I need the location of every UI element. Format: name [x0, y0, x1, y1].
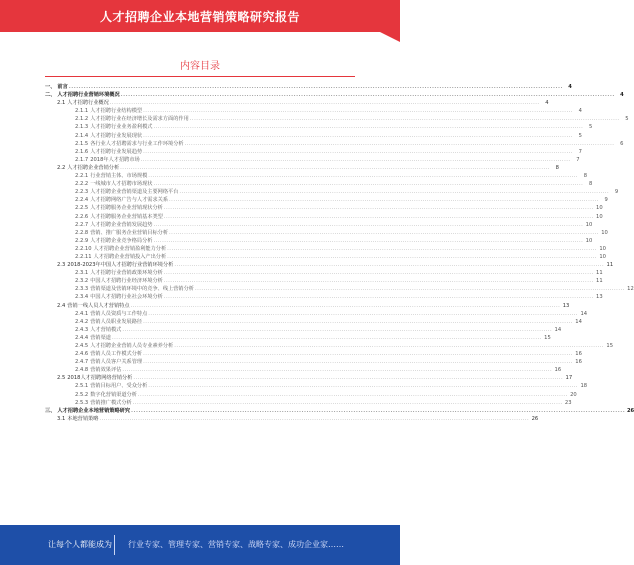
toc-entry-page: 8: [555, 164, 559, 171]
toc-entry-number: 2.2.5: [75, 205, 89, 212]
toc-entry[interactable]: [45, 115, 629, 123]
toc-entry-number: 2.3.2: [75, 278, 89, 285]
toc-leader-dots: ........................................................................................................................................................................................................: [174, 343, 605, 349]
toc-entry-title: 营销人员工作模式分析: [90, 351, 143, 358]
toc-entry-title: 人才招聘企业营销渠道及主要网络平台: [90, 189, 179, 196]
toc-entry[interactable]: [45, 196, 608, 204]
toc-entry-page: 10: [585, 237, 593, 244]
toc-entry[interactable]: [45, 164, 559, 172]
toc-entry-number: 2.4.5: [75, 343, 89, 349]
toc-entry-title: 人才招聘行业营销政策环境分析: [90, 270, 163, 277]
toc-entry[interactable]: [45, 221, 593, 229]
toc-entry[interactable]: [45, 188, 619, 196]
toc-entry-page: 10: [599, 245, 606, 252]
toc-entry[interactable]: [45, 83, 572, 91]
toc-entry-page: 16: [575, 351, 582, 358]
footer-divider: [114, 535, 115, 555]
toc-leader-dots: ........................................................................................................................................................................................................: [143, 132, 573, 139]
toc-entry-title: 人才招聘行业概况: [67, 100, 109, 107]
toc-entry-title: 数字化营销渠道分析: [90, 391, 137, 398]
toc-entry-page: 14: [575, 318, 582, 325]
toc-entry[interactable]: [45, 253, 606, 261]
toc-entry-number: 2.2.6: [75, 213, 89, 220]
toc-entry[interactable]: [45, 302, 570, 310]
toc-entry[interactable]: [45, 99, 549, 107]
toc-entry-title: 人才招聘行业在经济增长及需求方面的作用: [90, 116, 189, 123]
toc-entry-page: 6: [620, 140, 624, 147]
toc-entry-page: 4: [545, 100, 549, 107]
toc-entry[interactable]: [45, 318, 582, 326]
toc-leader-dots: ........................................................................................................................................................................................................: [68, 84, 563, 90]
toc-leader-dots: ........................................................................................................................................................................................................: [194, 286, 625, 293]
toc-entry[interactable]: [45, 391, 577, 399]
toc-entry-page: 4: [568, 84, 572, 90]
toc-entry-page: 5: [625, 116, 629, 123]
toc-entry-title: 人才招聘网络广告与人才需求关系: [90, 197, 169, 204]
toc-entry[interactable]: [45, 277, 603, 285]
toc-entry-number: 2.2.11: [75, 253, 92, 260]
toc-entry-page: 9: [614, 189, 619, 196]
toc-entry-number: 2.2.9: [75, 237, 89, 244]
toc-leader-dots: ........................................................................................................................................................................................................: [132, 399, 563, 406]
toc-leader-dots: ........................................................................................................................................................................................................: [99, 415, 530, 422]
toc-leader-dots: ........................................................................................................................................................................................................: [169, 197, 599, 204]
toc-entry[interactable]: [45, 342, 614, 350]
toc-entry[interactable]: [45, 326, 562, 334]
toc-entry-number: 2.2.8: [75, 229, 89, 236]
toc-leader-dots: ........................................................................................................................................................................................................: [153, 237, 584, 244]
toc-entry-number: 2.1.5: [75, 140, 89, 147]
toc-entry[interactable]: [45, 245, 606, 253]
toc-leader-dots: ........................................................................................................................................................................................................: [122, 326, 553, 333]
toc-leader-dots: ........................................................................................................................................................................................................: [143, 148, 573, 155]
toc-entry-number: 二、: [45, 92, 56, 99]
toc-entry-number: 2.2.1: [75, 173, 89, 180]
toc-entry-page: 14: [554, 326, 562, 333]
toc-leader-dots: ........................................................................................................................................................................................................: [153, 221, 584, 228]
toc-entry[interactable]: [45, 107, 582, 115]
toc-entry-page: 18: [580, 383, 588, 390]
toc-entry-page: 5: [588, 124, 593, 131]
toc-entry-page: 15: [606, 343, 614, 349]
toc-entry-page: 4: [578, 108, 582, 115]
toc-entry[interactable]: [45, 140, 624, 148]
toc-entry-page: 26: [626, 407, 634, 414]
toc-entry[interactable]: [45, 358, 582, 366]
toc-entry[interactable]: [45, 269, 603, 277]
toc-leader-dots: ........................................................................................................................................................................................................: [184, 140, 615, 147]
toc-entry-number: 2.4: [57, 302, 66, 309]
toc-entry-number: 2.2: [57, 164, 66, 171]
toc-leader-dots: ........................................................................................................................................................................................................: [148, 310, 579, 317]
toc-entry-page: 15: [544, 334, 551, 341]
toc-entry-title: 人才招聘企业营销人员专业素养分析: [90, 343, 174, 349]
toc-entry-title: 人才招聘行业结构模型: [90, 108, 143, 115]
toc-entry-title: 前言: [57, 84, 68, 90]
toc-entry-number: 2.1: [57, 100, 66, 107]
toc-entry[interactable]: [45, 382, 588, 390]
toc-entry-title: 营销人员资质与工作特点: [90, 310, 148, 317]
toc-leader-dots: ........................................................................................................................................................................................................: [163, 270, 594, 277]
toc-entry-number: 2.2.2: [75, 181, 89, 188]
toc-entry-title: 营销人员客户关系管理: [90, 359, 143, 366]
toc-entry-title: 营销渠道: [90, 334, 111, 341]
toc-leader-dots: ........................................................................................................................................................................................................: [153, 181, 584, 188]
header-notch: [380, 32, 400, 42]
toc-entry[interactable]: [45, 415, 539, 423]
toc-entry[interactable]: [45, 374, 573, 382]
toc-leader-dots: ........................................................................................................................................................................................................: [167, 245, 597, 252]
toc-entry-page: 10: [601, 229, 608, 236]
toc-leader-dots: ........................................................................................................................................................................................................: [111, 334, 542, 341]
footer-bar: [0, 525, 400, 565]
toc-entry-number: 2.4.7: [75, 359, 89, 366]
toc-entry[interactable]: [45, 123, 593, 131]
toc-entry-number: 2.4.2: [75, 318, 89, 325]
toc-entry-number: 2.3.3: [75, 286, 89, 293]
toc-entry-number: 2.4.8: [75, 367, 89, 374]
toc-leader-dots: ........................................................................................................................................................................................................: [109, 100, 540, 107]
toc-entry-page: 4: [620, 92, 624, 99]
table-of-contents: [45, 83, 634, 423]
toc-entry-title: 2018年人才招聘市场: [90, 156, 140, 163]
toc-leader-dots: ........................................................................................................................................................................................................: [169, 229, 599, 236]
toc-entry-title: 营销一线人员人才营销特点: [67, 302, 130, 309]
toc-entry-title: 人才招聘服务企业营销基本类型: [90, 213, 163, 220]
toc-leader-dots: ........................................................................................................................................................................................................: [163, 213, 594, 220]
toc-leader-dots: ........................................................................................................................................................................................................: [133, 375, 564, 382]
toc-entry[interactable]: [45, 237, 593, 245]
toc-divider: [45, 76, 355, 77]
toc-entry-page: 8: [588, 181, 593, 188]
toc-entry-number: 2.5: [57, 375, 66, 382]
toc-entry[interactable]: [45, 261, 614, 269]
toc-entry-title: 人才招聘企业营销盈利能力分析: [93, 245, 167, 252]
toc-entry-page: 11: [606, 262, 614, 269]
toc-entry-title: 人才招聘企业营销发展趋势: [90, 221, 153, 228]
toc-leader-dots: ........................................................................................................................................................................................................: [140, 156, 571, 163]
toc-entry-page: 7: [576, 156, 580, 163]
toc-entry-title: 人才招聘行业发展现状: [90, 132, 143, 139]
toc-entry-title: 行业营销主体、市场规模: [90, 173, 148, 180]
toc-entry-number: 2.1.4: [75, 132, 89, 139]
toc-entry-title: 营销渠道及营销环境中的竞争、线上营销分析: [90, 286, 194, 293]
header-bar: [0, 0, 400, 32]
toc-entry-title: 一线城市人才招聘市场现状: [90, 181, 153, 188]
toc-entry[interactable]: [45, 334, 551, 342]
toc-entry-number: 2.5.3: [75, 399, 89, 406]
toc-entry-title: 人才招聘企业营销投入产出分析: [93, 253, 167, 260]
toc-entry[interactable]: [45, 229, 608, 237]
toc-leader-dots: ........................................................................................................................................................................................................: [130, 302, 561, 309]
toc-entry-number: 2.1.1: [75, 108, 89, 115]
toc-entry-number: 2.4.1: [75, 310, 89, 317]
toc-entry-page: 9: [604, 197, 608, 204]
toc-entry[interactable]: [45, 148, 582, 156]
toc-entry-page: 8: [583, 173, 588, 180]
toc-leader-dots: ........................................................................................................................................................................................................: [122, 367, 553, 374]
toc-entry-title: 2018-2023年中国人才招聘行业营销环境分析: [67, 262, 174, 269]
toc-entry-page: 12: [627, 286, 634, 293]
toc-leader-dots: ........................................................................................................................................................................................................: [143, 351, 573, 358]
toc-entry[interactable]: [45, 213, 603, 221]
toc-entry-title: 人才招聘企业营销分析: [67, 164, 120, 171]
toc-leader-dots: ........................................................................................................................................................................................................: [148, 383, 579, 390]
toc-entry-page: 11: [596, 278, 603, 285]
toc-entry-page: 10: [585, 221, 593, 228]
toc-entry[interactable]: [45, 407, 634, 415]
toc-entry[interactable]: [45, 156, 580, 164]
toc-entry-title: 中国人才招聘行业社会环境分析: [90, 294, 163, 301]
toc-leader-dots: ........................................................................................................................................................................................................: [131, 407, 626, 414]
toc-entry-page: 16: [575, 359, 582, 366]
toc-entry-number: 2.2.4: [75, 197, 89, 204]
toc-entry-page: 14: [580, 310, 588, 317]
toc-entry[interactable]: [45, 172, 588, 180]
toc-entry-page: 13: [596, 294, 603, 301]
toc-leader-dots: ........................................................................................................................................................................................................: [120, 92, 615, 99]
toc-leader-dots: ........................................................................................................................................................................................................: [143, 359, 573, 366]
toc-entry-title: 营销效果评估: [90, 367, 122, 374]
toc-entry-title: 本地营销策略: [67, 415, 99, 422]
toc-entry-number: 2.2.10: [75, 245, 92, 252]
toc-entry[interactable]: [45, 350, 582, 358]
toc-entry-page: 20: [570, 391, 577, 398]
toc-entry-number: 2.2.7: [75, 221, 89, 228]
toc-entry-number: 2.1.2: [75, 116, 89, 123]
toc-entry[interactable]: [45, 204, 603, 212]
toc-entry[interactable]: [45, 310, 588, 318]
toc-entry-page: 7: [578, 148, 582, 155]
toc-entry[interactable]: [45, 285, 634, 293]
toc-entry-title: 人才招聘行业营销环境概况: [57, 92, 120, 99]
toc-entry-number: 三、: [45, 407, 56, 414]
toc-leader-dots: ........................................................................................................................................................................................................: [137, 391, 568, 398]
toc-entry-title: 人才招聘企业竞争格局分析: [90, 237, 153, 244]
toc-entry-number: 2.3.1: [75, 270, 89, 277]
toc-entry-title: 2018人才招聘网络营销分析: [67, 375, 133, 382]
toc-leader-dots: ........................................................................................................................................................................................................: [153, 124, 584, 131]
toc-entry-title: 营销推广模式分析: [90, 399, 132, 406]
toc-entry[interactable]: [45, 91, 624, 99]
toc-entry-title: 各行业人才招聘需求与行业工作环境分析: [90, 140, 184, 147]
toc-entry-page: 10: [596, 205, 603, 212]
toc-entry-number: 2.1.7: [75, 156, 89, 163]
toc-entry-title: 营销目标用户、受众分析: [90, 383, 148, 390]
toc-entry-page: 13: [562, 302, 570, 309]
toc-entry-number: 2.4.3: [75, 326, 89, 333]
toc-entry-page: 11: [596, 270, 603, 277]
toc-entry-number: 2.4.4: [75, 334, 89, 341]
toc-entry-page: 17: [565, 375, 573, 382]
toc-entry-page: 16: [554, 367, 562, 374]
toc-leader-dots: ........................................................................................................................................................................................................: [163, 294, 594, 301]
toc-entry-page: 10: [599, 253, 606, 260]
toc-leader-dots: ........................................................................................................................................................................................................: [174, 262, 605, 269]
toc-entry-title: 中国人才招聘行业经济环境分析: [90, 278, 163, 285]
toc-entry[interactable]: [45, 366, 562, 374]
toc-entry-number: 一、: [45, 84, 56, 90]
toc-leader-dots: ........................................................................................................................................................................................................: [163, 205, 594, 212]
toc-entry[interactable]: [45, 132, 582, 140]
toc-entry-number: 2.5.1: [75, 383, 89, 390]
toc-leader-dots: ........................................................................................................................................................................................................: [143, 318, 573, 325]
toc-leader-dots: ........................................................................................................................................................................................................: [179, 189, 610, 196]
toc-entry-number: 2.2.3: [75, 189, 89, 196]
toc-entry-title: 人才招聘行业发展趋势: [90, 148, 143, 155]
toc-entry-title: 人才招聘服务企业营销现状分析: [90, 205, 163, 212]
toc-entry-title: 营销人员职业发展路径: [90, 318, 143, 325]
toc-entry-number: 2.5.2: [75, 391, 89, 398]
toc-entry[interactable]: [45, 293, 603, 301]
toc-entry-number: 2.3: [57, 262, 66, 269]
toc-entry-page: 10: [596, 213, 603, 220]
toc-entry[interactable]: [45, 180, 593, 188]
toc-entry-number: 2.3.4: [75, 294, 89, 301]
toc-leader-dots: ........................................................................................................................................................................................................: [120, 164, 550, 171]
toc-entry-number: 2.4.6: [75, 351, 89, 358]
toc-entry-title: 营销、推广服务企业营销目标分析: [90, 229, 169, 236]
toc-entry-page: 23: [564, 399, 572, 406]
toc-entry[interactable]: [45, 399, 572, 407]
toc-entry-page: 26: [531, 415, 539, 422]
footer-tagline: 行业专家、管理专家、营销专家、战略专家、成功企业家……: [128, 540, 344, 549]
toc-entry-page: 5: [578, 132, 582, 139]
toc-entry-number: 3.1: [57, 415, 66, 422]
toc-entry-title: 人才营销模式: [90, 326, 122, 333]
toc-leader-dots: ........................................................................................................................................................................................................: [163, 278, 594, 285]
toc-entry-title: 人才招聘企业本地营销策略研究: [57, 407, 131, 414]
toc-leader-dots: ........................................................................................................................................................................................................: [167, 253, 597, 260]
toc-leader-dots: ........................................................................................................................................................................................................: [148, 173, 579, 180]
toc-entry-number: 2.1.6: [75, 148, 89, 155]
footer-slogan: 让每个人都能成为: [48, 540, 112, 549]
toc-leader-dots: ........................................................................................................................................................................................................: [143, 108, 573, 115]
report-title: 人才招聘企业本地营销策略研究报告: [99, 10, 300, 24]
toc-entry-number: 2.1.3: [75, 124, 89, 131]
toc-title: 内容目录: [180, 61, 220, 72]
toc-entry-title: 人才招聘行业业务盈利模式: [90, 124, 153, 131]
toc-leader-dots: ........................................................................................................................................................................................................: [189, 116, 620, 123]
